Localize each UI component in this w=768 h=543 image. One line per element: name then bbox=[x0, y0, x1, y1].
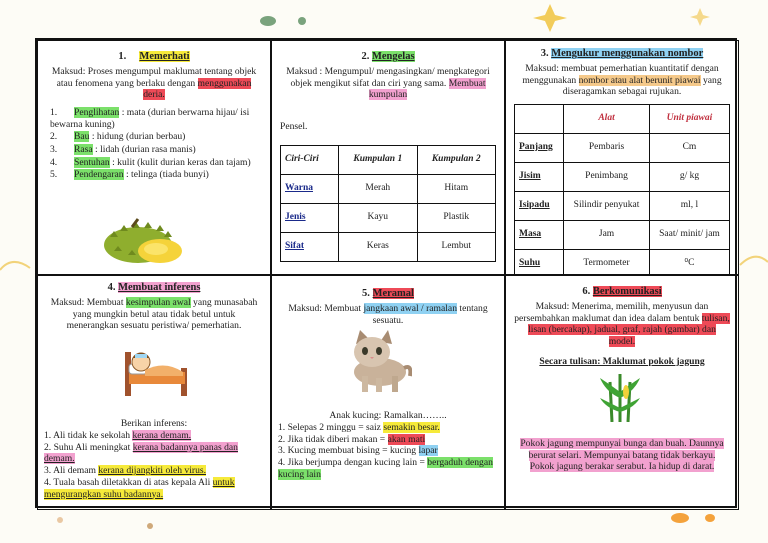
card-description: Maksud: Membuat jangkaan awal / ramalan tentang sesuatu. bbox=[288, 302, 488, 326]
card-inferens bbox=[37, 275, 271, 510]
prediction-list bbox=[278, 422, 498, 481]
measurement-table bbox=[514, 104, 730, 275]
card-description: Maksud: Proses mengumpul maklumat tentang objek atau fenomena yang berlaku dengan menggunakan deria. bbox=[51, 65, 257, 101]
table-row: Jisim Penimbang g/ kg bbox=[515, 162, 730, 191]
list-item: 1. Ali tidak ke sekolah kerana demam. bbox=[44, 430, 192, 441]
card-title: 3. Mengukur menggunakan nombor bbox=[540, 48, 704, 59]
corn-plant-image bbox=[598, 368, 642, 422]
corn-info-paragraph: Pokok jagung mempunyai bunga dan buah. Daunnya berurat selari. Mempunyai batang tidak berkayu. Pokok jagung berakar serabut. Ia hidup di darat. bbox=[520, 438, 724, 473]
card-title: 6. Berkomunikasi bbox=[582, 286, 662, 297]
sick-boy-image bbox=[123, 342, 189, 398]
table-row: Isipadu Silindir penyukat ml, l bbox=[515, 191, 730, 220]
list-item: 1. Selepas 2 minggu = saiz semakin besar. bbox=[278, 422, 440, 433]
durian-image bbox=[98, 217, 190, 267]
list-item: 2. Bau : hidung (durian berbau) bbox=[50, 131, 186, 143]
science-skills-sheet bbox=[35, 38, 737, 508]
senses-list bbox=[46, 107, 262, 181]
table-row: Suhu Termometer ⁰C bbox=[515, 249, 730, 275]
table-row: Masa Jam Saat/ minit/ jam bbox=[515, 220, 730, 249]
card-title: 2. Mengelas bbox=[361, 51, 415, 62]
title-text: Meramal bbox=[372, 288, 414, 299]
list-item: 3. Ali demam kerana dijangkiti oleh virus. bbox=[44, 465, 206, 477]
list-item: 4. Tuala basah diletakkan di atas kepala Ali untuk mengurangkan suhu badannya. bbox=[44, 476, 235, 500]
card-title: 5. Meramal bbox=[362, 288, 414, 299]
kitten-image bbox=[342, 324, 412, 396]
card-title: 1. Memerhati bbox=[118, 51, 190, 62]
card-berkomunikasi bbox=[505, 275, 739, 510]
title-text: Membuat inferens bbox=[118, 282, 201, 293]
list-item: 2. Jika tidak diberi makan = akan mati bbox=[278, 433, 426, 445]
table-row: Jenis Kayu Plastik bbox=[281, 203, 496, 232]
card-description: Maksud: Menerima, memilih, menyusun dan persembahkan maklumat dan idea dalam bentuk tulisan, lisan (bercakap), jadual, graf, rajah (gambar) dan model. bbox=[514, 300, 730, 347]
table-row: Sifat Keras Lembut bbox=[281, 232, 496, 261]
card-title: 4. Membuat inferens bbox=[107, 282, 201, 293]
list-item: 4. Sentuhan : kulit (kulit durian keras dan tajam) bbox=[50, 156, 251, 168]
table-header-row: Alat Unit piawai bbox=[515, 104, 730, 133]
inference-prompt: Berikan inferens: bbox=[120, 418, 188, 429]
title-text: Memerhati bbox=[139, 51, 190, 62]
table-row: Warna Merah Hitam bbox=[281, 174, 496, 203]
card-memerhati bbox=[37, 40, 271, 275]
list-item: 3. Rasa : lidah (durian rasa manis) bbox=[50, 144, 196, 156]
inference-list bbox=[44, 430, 264, 500]
title-text: Mengukur menggunakan nombor bbox=[551, 48, 704, 59]
list-item: 3. Kucing membuat bising = kucing lapar bbox=[278, 445, 438, 457]
card-description: Maksud : Mengumpul/ mengasingkan/ mengkategori objek mengikut sifat dan ciri yang sama. Membuat kumpulan bbox=[286, 65, 490, 101]
object-label: Pensel. bbox=[280, 120, 308, 132]
list-item: 2. Suhu Ali meningkat kerana badannya panas dan demam. bbox=[44, 441, 238, 465]
card-mengelas bbox=[271, 40, 505, 275]
communication-subtitle: Secara tulisan: Maklumat pokok jagung bbox=[539, 355, 705, 367]
classification-table bbox=[280, 145, 496, 262]
card-description: Maksud: Membuat kesimpulan awal yang munasabah yang mungkin betul atau tidak betul untuk menerangkan sesuatu peristiwa/ pemerhatian. bbox=[50, 296, 258, 332]
table-row: Panjang Pembaris Cm bbox=[515, 133, 730, 162]
list-item: 4. Jika berjumpa dengan kucing lain = bergaduh dengan kucing lain bbox=[278, 457, 493, 480]
card-description: Maksud: membuat pemerhatian kuantitatif dengan menggunakan nombor atau alat berunit piawai yang diseragamkan sebagai rujukan. bbox=[522, 62, 722, 98]
list-item: 1. Penglihatan : mata (durian berwarna hijau/ isi bewarna kuning) bbox=[50, 106, 250, 130]
card-mengukur bbox=[505, 40, 739, 275]
title-text: Berkomunikasi bbox=[592, 286, 662, 297]
list-item: 5. Pendengaran : telinga (tiada bunyi) bbox=[50, 169, 209, 181]
card-meramal bbox=[271, 275, 505, 510]
table-header-row: Ciri-Ciri Kumpulan 1 Kumpulan 2 bbox=[281, 145, 496, 174]
title-text: Mengelas bbox=[371, 51, 415, 62]
prediction-prompt: Anak kucing: Ramalkan…….. bbox=[329, 410, 447, 421]
